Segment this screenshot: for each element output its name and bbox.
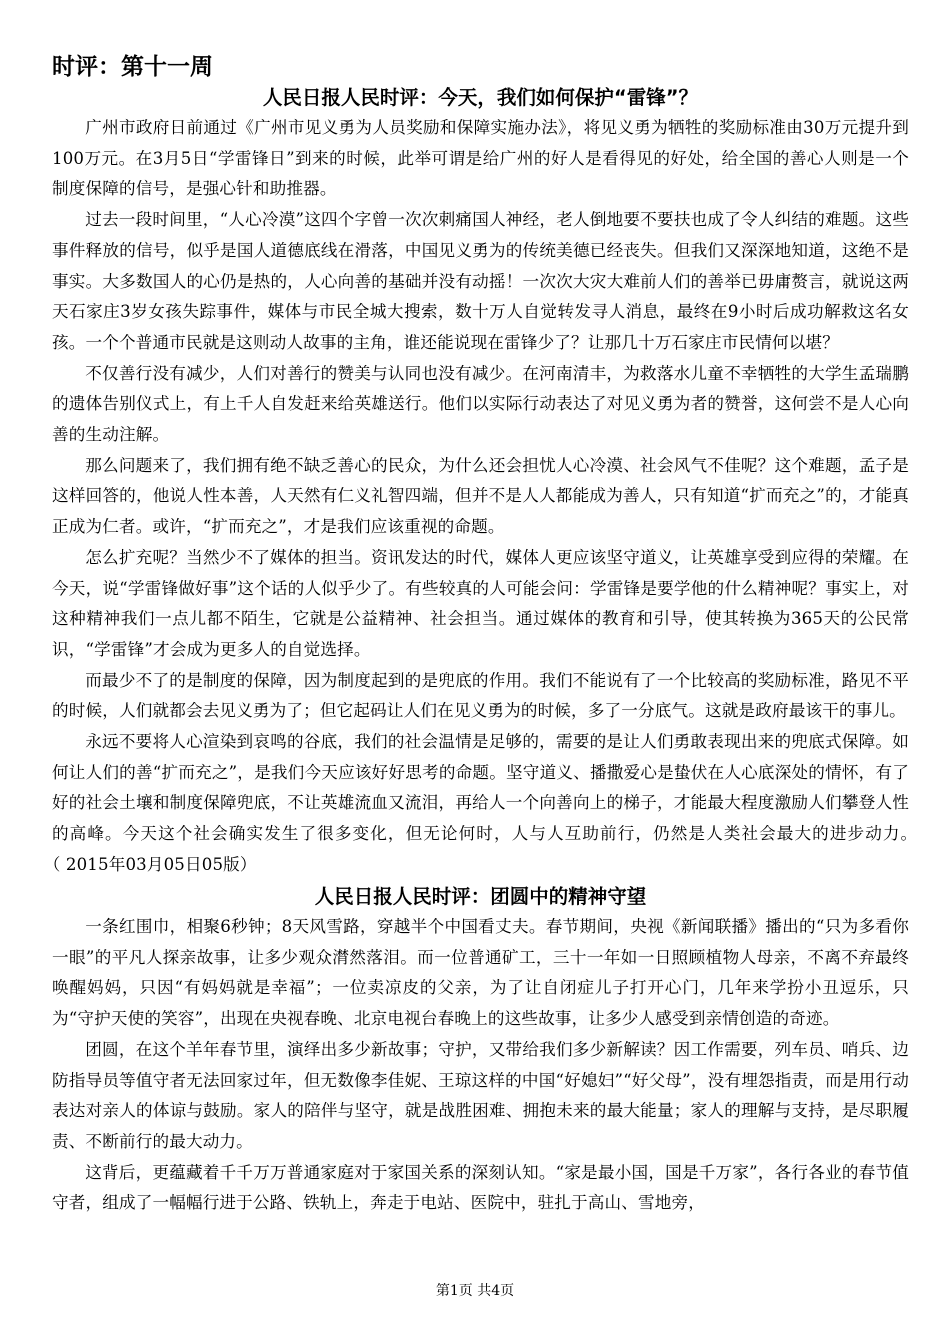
article-1-paragraph-2: 过去一段时间里，“人心冷漠”这四个字曾一次次刺痛国人神经，老人倒地要不要扶也成了令人纠结的难题。这些事件释放的信号，似乎是国人道德底线在滑落，中国见义勇为的传统美德已经丧失。但我们又深深地知道，这绝不是事实。大多数国人的心仍是热的，人心向善的基础并没有动摇！一次次大灾大难前人们的善举已毋庸赘言，就说这两天石家庄3岁女孩失踪事件，媒体与市民全城大搜索，数十万人自觉转发寻人消息，最终在9小时后成功解救这名女孩。一个个普通市民就是这则动人故事的主角，谁还能说现在雷锋少了？让那几十万石家庄市民情何以堪？ — [52, 210, 909, 352]
article-2 — [52, 882, 909, 1219]
article-2-title: 人民日报人民时评：团圆中的精神守望 — [314, 885, 647, 908]
article-2-paragraph-3: 这背后，更蕴藏着千千万万普通家庭对于家国关系的深刻认知。“家是最小国，国是千万家”，各行各业的春节值守者，组成了一幅幅行进于公路、铁轨上，奔走于电站、医院中，驻扎于高山、雪地旁， — [52, 1162, 909, 1213]
article-1-paragraph-3: 不仅善行没有减少，人们对善行的赞美与认同也没有减少。在河南清丰，为救落水儿童不幸牺牲的大学生孟瑞鹏的遗体告别仪式上，有上千人自发赶来给英雄送行。他们以实际行动表达了对见义勇为者的赞誉，这何尝不是人心向善的生动注解。 — [52, 363, 909, 445]
page-footer: 第1页 共4页 — [435, 1283, 515, 1299]
article-2-paragraph-1: 一条红围巾，相聚6秒钟；8天风雪路，穿越半个中国看丈夫。春节期间，央视《新闻联播》播出的“只为多看你一眼”的平凡人探亲故事，让多少观众潸然落泪。而一位普通矿工，三十一年如一日照顾植物人母亲，不离不弃最终唤醒妈妈，只因“有妈妈就是幸福”；一位卖凉皮的父亲，为了让自闭症儿子打开心门，几年来学扮小丑逗乐，只为“守护天使的笑容”，出现在央视春晚、北京电视台春晚上的这些故事，让多少人感受到亲情创造的奇迹。 — [52, 917, 909, 1029]
article-1-paragraph-6: 而最少不了的是制度的保障，因为制度起到的是兜底的作用。我们不能说有了一个比较高的奖励标准，路见不平的时候，人们就都会去见义勇为了；但它起码让人们在见义勇为的时候，多了一分底气。这就是政府最该干的事儿。 — [52, 670, 909, 721]
article-1-title: 人民日报人民时评：今天，我们如何保护“雷锋”？ — [262, 86, 699, 109]
article-1-source: （ 2015年03月05日05版） — [52, 854, 257, 874]
article-2-paragraph-2: 团圆，在这个羊年春节里，演绎出多少新故事；守护，又带给我们多少新解读？因工作需要，列车员、哨兵、边防指导员等值守者无法回家过年，但无数像李佳妮、王琼这样的中国“好媳妇”“好父母”，没有埋怨指责，而是用行动表达对亲人的体谅与鼓励。家人的陪伴与坚守，就是战胜困难、拥抱未来的最大能量；家人的理解与支持，是尽职履责、不断前行的最大动力。 — [52, 1039, 909, 1151]
article-1-paragraph-5: 怎么扩充呢？当然少不了媒体的担当。资讯发达的时代，媒体人更应该坚守道义，让英雄享受到应得的荣耀。在今天，说“学雷锋做好事”这个话的人似乎少了。有些较真的人可能会问：学雷锋是要学他的什么精神呢？事实上，对这种精神我们一点儿都不陌生，它就是公益精神、社会担当。通过媒体的教育和引导，使其转换为365天的公民常识，“学雷锋”才会成为更多人的自觉选择。 — [52, 547, 909, 659]
article-1-paragraph-4: 那么问题来了，我们拥有绝不缺乏善心的民众，为什么还会担忧人心冷漠、社会风气不佳呢？这个难题，孟子是这样回答的，他说人性本善，人天然有仁义礼智四端，但并不是人人都能成为善人，只有知道“扩而充之”的，才能真正成为仁者。或许，“扩而充之”，才是我们应该重视的命题。 — [52, 455, 909, 537]
page-title: 时评：第十一周 — [52, 54, 213, 80]
article-1-paragraph-7-text: 永远不要将人心渲染到哀鸣的谷底，我们的社会温情是足够的，需要的是让人们勇敢表现出来的兜底式保障。如何让人们的善“扩而充之”，是我们今天应该好好思考的命题。坚守道义、播撒爱心是蛰伏在人心底深处的情怀，有了好的社会土壤和制度保障兜底，不让英雄流血又流泪，再给人一个向善向上的梯子，才能最大程度激励人们攀登人性的高峰。今天这个社会确实发生了很多变化，但无论何时，人与人互助前行，仍然是人类社会最大的进步动力。 — [52, 732, 909, 844]
article-1 — [52, 83, 909, 881]
article-1-paragraph-7 — [52, 727, 909, 881]
article-1-paragraph-1: 广州市政府日前通过《广州市见义勇为人员奖励和保障实施办法》，将见义勇为牺牲的奖励标准由30万元提升到100万元。在3月5日“学雷锋日”到来的时候，此举可谓是给广州的好人是看得见的好处，给全国的善心人则是一个制度保障的信号，是强心针和助推器。 — [52, 118, 909, 199]
